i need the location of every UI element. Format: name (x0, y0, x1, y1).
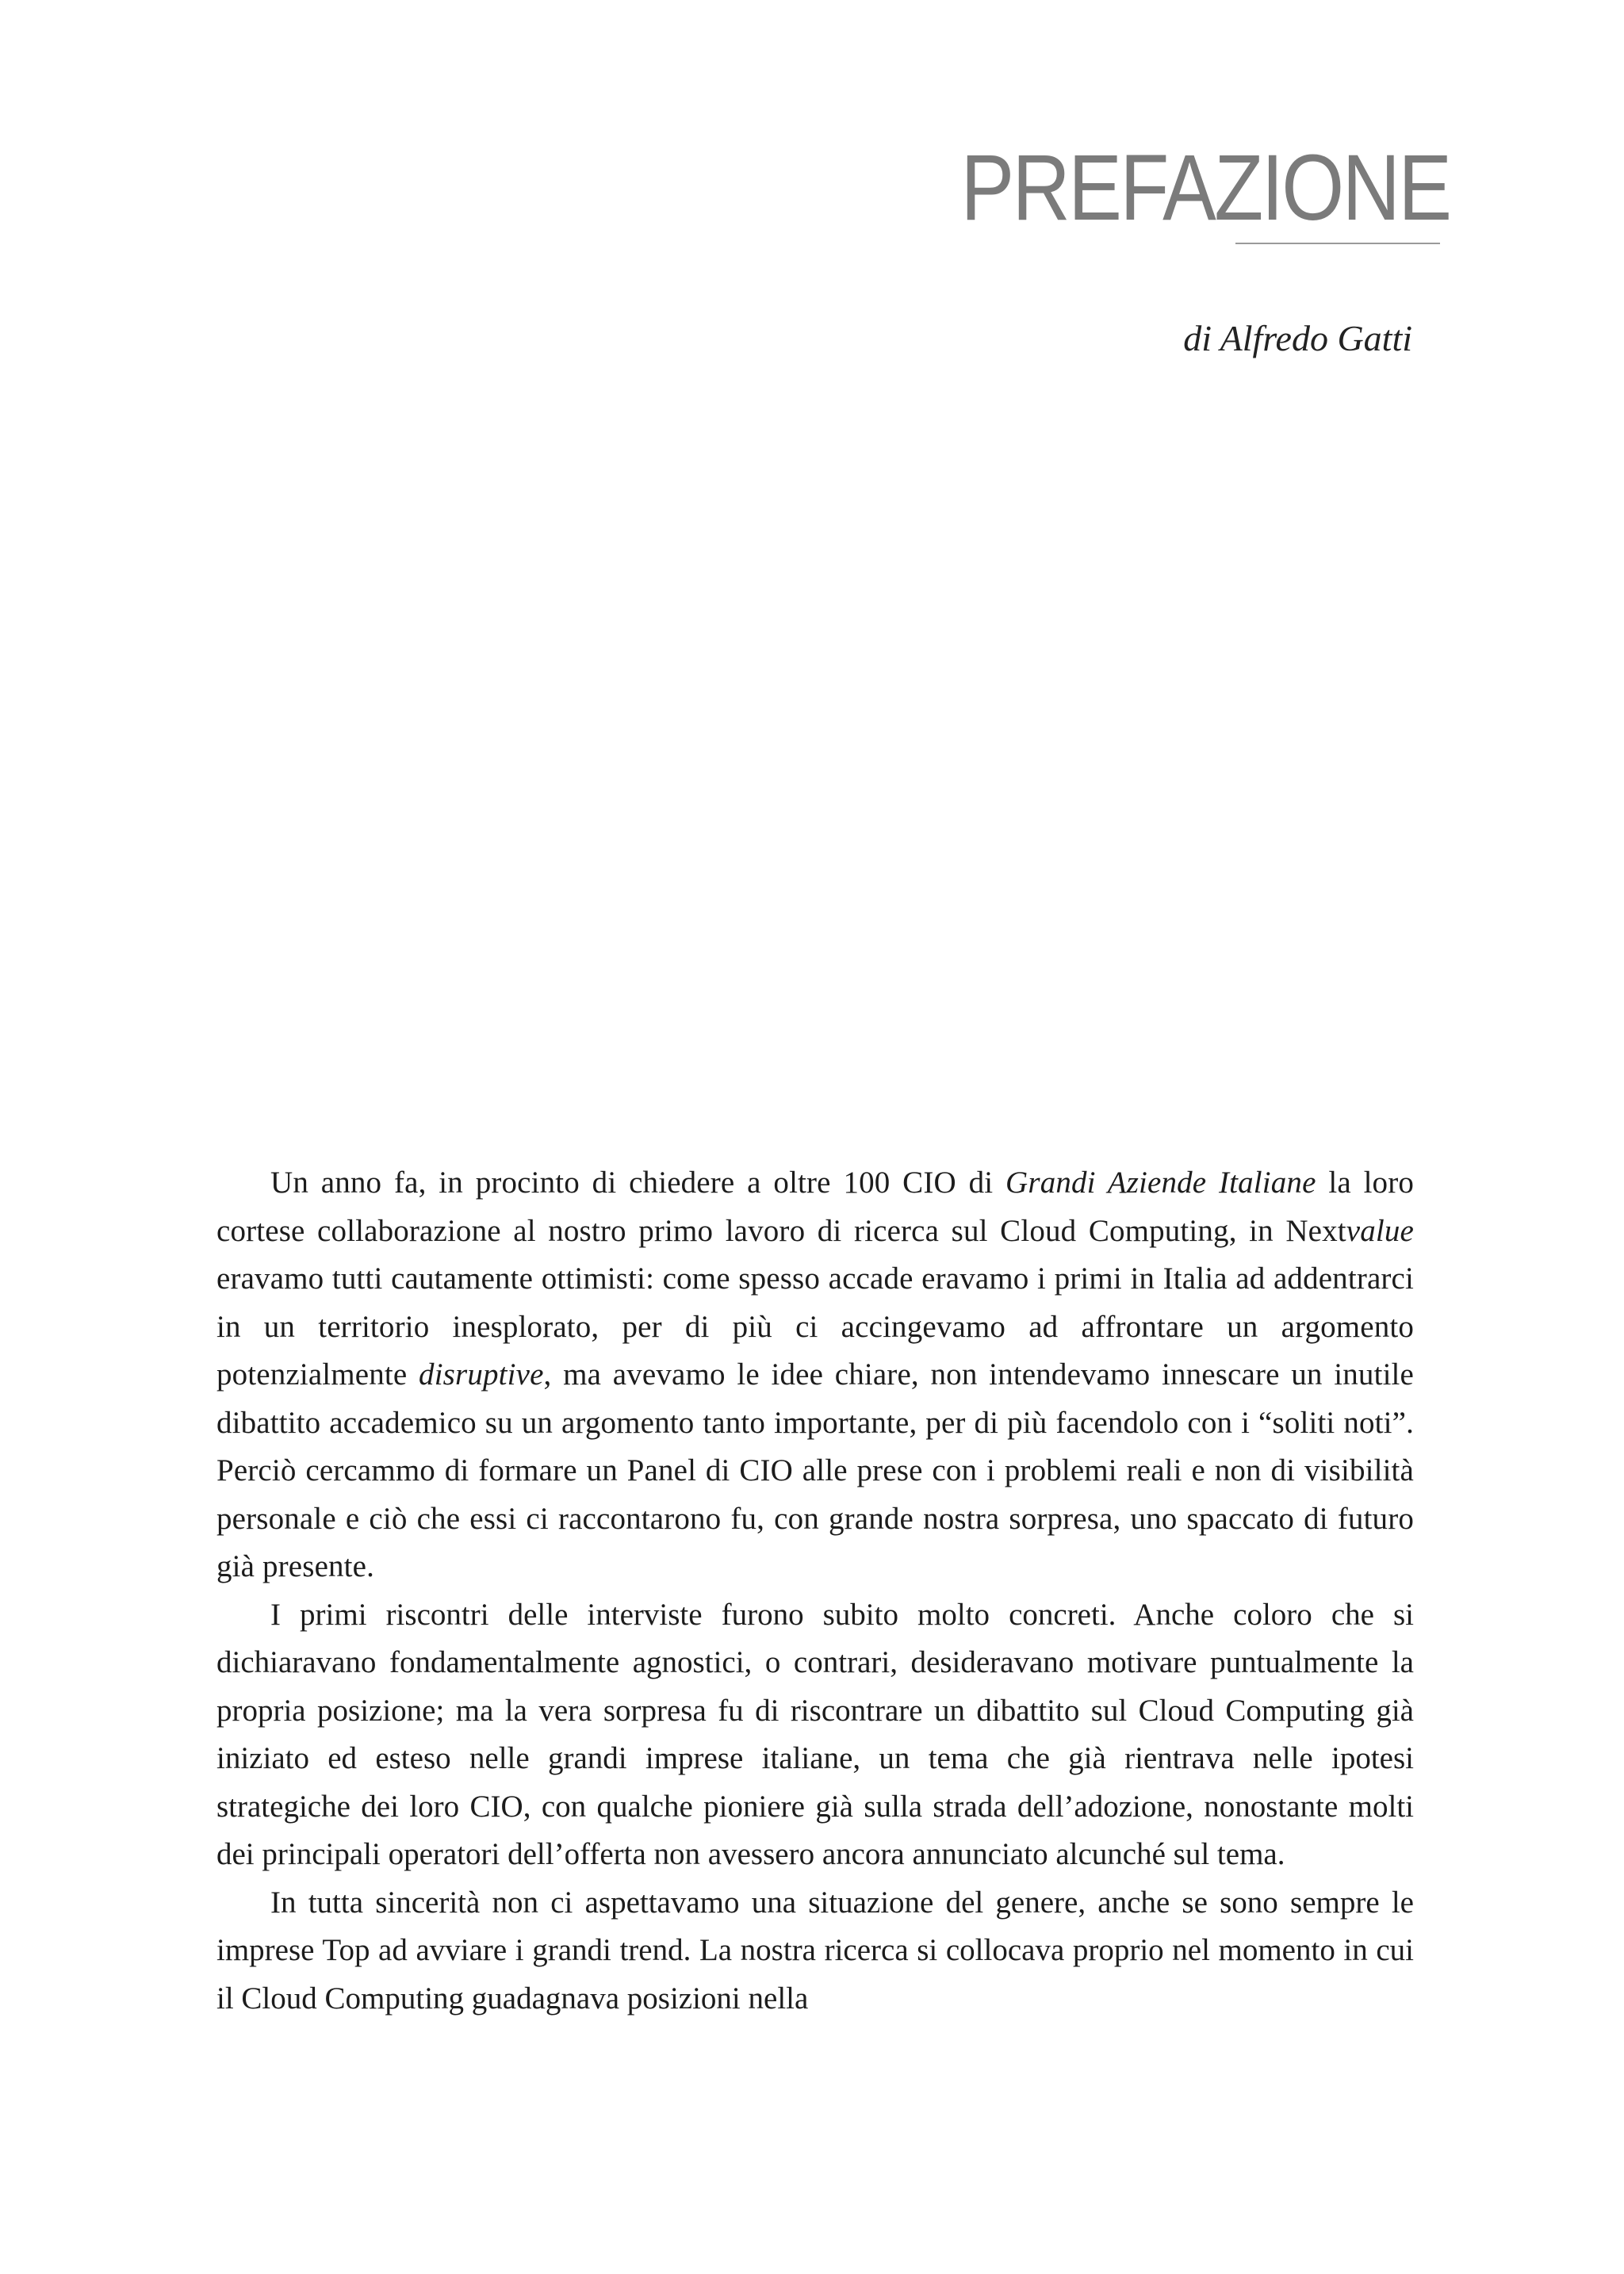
text-segment: eravamo tutti cautamente ottimisti: come spesso accade eravamo i primi in Italia ad addentrarci in un territorio inesplorato, per di più ci accingevamo ad affrontare un argomento potenzialmente (216, 1261, 1414, 1392)
page-title: PREFAZIONE (959, 136, 1450, 240)
text-segment: , ma avevamo le idee chiare, non intendevamo innescare un inutile dibattito accademico su un argomento tanto importante, per di più facendolo con i “soliti noti”. Perciò cercammo di formare un Panel di CIO alle prese con i problemi reali e non di visibilità personale e ciò che essi ci raccontarono fu, con grande nostra sorpresa, uno spaccato di futuro già presente. (216, 1357, 1414, 1583)
title-underline (1235, 243, 1440, 244)
chapter-heading (881, 136, 1450, 240)
text-segment-italic: Grandi Aziende Italiane (1005, 1166, 1316, 1200)
author-byline: di Alfredo Gatti (1183, 318, 1412, 358)
text-segment-italic: disruptive (419, 1357, 544, 1392)
paragraph-3 (216, 1879, 1414, 2023)
text-segment: la loro cortese collaborazione al nostro primo lavoro di ricerca sul Cloud Computing, in Next (216, 1166, 1414, 1248)
text-segment-italic: value (1346, 1213, 1414, 1248)
body-text (216, 1159, 1414, 2023)
text-segment: In tutta sincerità non ci aspettavamo una situazione del genere, anche se sono sempre le imprese Top ad avviare i grandi trend. La nostra ricerca si collocava proprio nel momento in cui il Cloud Computing guadagnava posizioni nella (216, 1885, 1414, 2016)
text-segment: Un anno fa, in procinto di chiedere a oltre 100 CIO di (270, 1166, 1006, 1200)
text-segment: I primi riscontri delle interviste furono subito molto concreti. Anche coloro che si dichiaravano fondamentalmente agnostici, o contrari, desideravano motivare puntualmente la propria posizione; ma la vera sorpresa fu di riscontrare un dibattito sul Cloud Computing già iniziato ed esteso nelle grandi imprese italiane, un tema che già rientrava nelle ipotesi strategiche dei loro CIO, con qualche pioniere già sulla strada dell’adozione, nonostante molti dei principali operatori dell’offerta non avessero ancora annunciato alcunché sul tema. (216, 1597, 1414, 1871)
paragraph-1 (216, 1159, 1414, 1591)
paragraph-2 (216, 1591, 1414, 1879)
